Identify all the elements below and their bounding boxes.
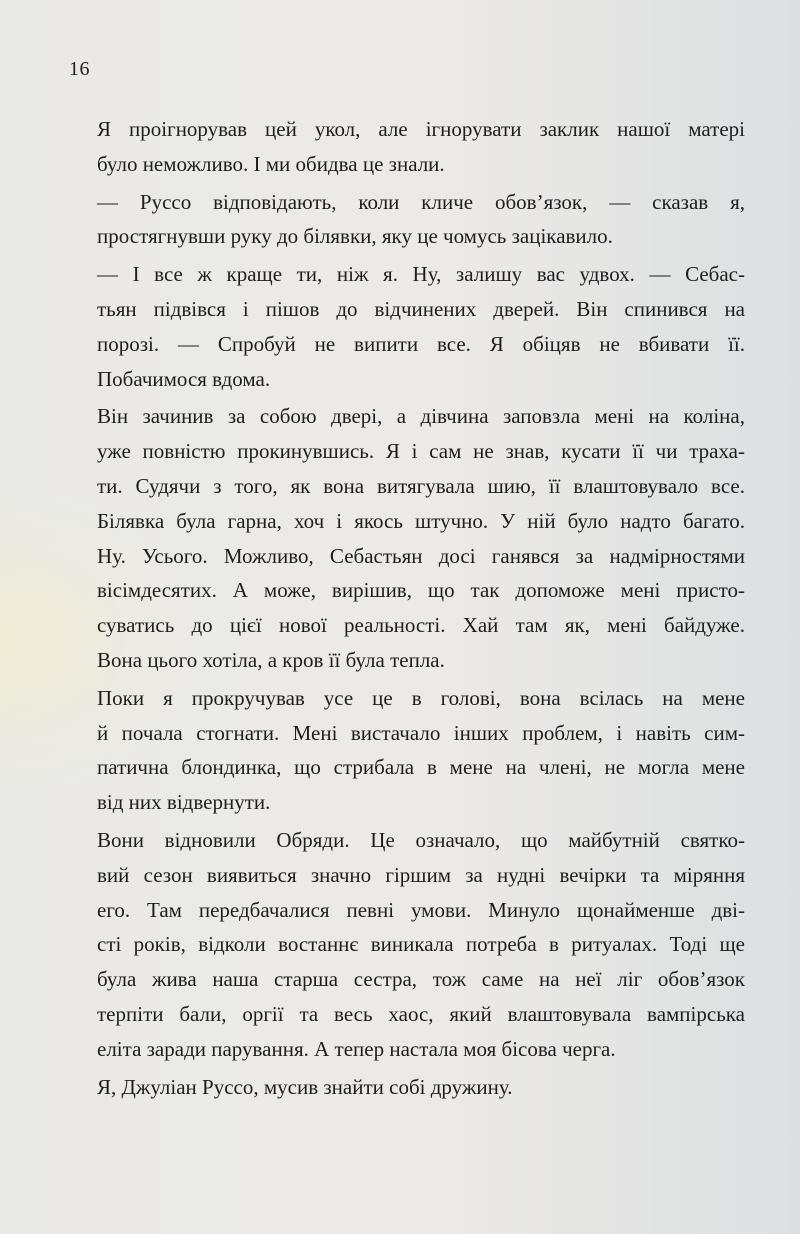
text-line: Білявка була гарна, хоч і якось штучно. У ній було надто багато.: [97, 508, 745, 533]
text-line: Він зачинив за собою двері, а дівчина заповзла мені на коліна,: [97, 404, 745, 429]
text-line: було неможливо. І ми обидва це знали.: [97, 151, 445, 176]
text-line: вий сезон виявиться значно гіршим за нудні вечірки та міряння: [97, 862, 745, 887]
body-text: [72, 112, 745, 1107]
text-line: еліта заради парування. А тепер настала моя бісова черга.: [97, 1036, 616, 1061]
text-line: Я проігнорував цей укол, але ігнорувати заклик нашої матері: [97, 117, 745, 141]
text-line: суватись до цієї нової реальності. Хай там як, мені байдуже.: [97, 613, 745, 638]
paragraph: [72, 823, 745, 1067]
text-line: его. Там передбачалися певні умови. Минуло щонайменше дві-: [97, 897, 745, 922]
text-line: простягнувши руку до білявки, яку це чомусь зацікавило.: [97, 224, 613, 249]
paragraph: [72, 681, 745, 820]
text-line: Ну. Усього. Можливо, Себастьян досі ганявся за надмірностями: [97, 543, 745, 568]
text-line: патична блондинка, що стрибала в мене на члені, не могла мене: [97, 755, 745, 780]
paragraph: [72, 399, 745, 677]
text-line: — Руссо відповідають, коли кличе обов’язок, — сказав я,: [97, 189, 745, 214]
paragraph: [72, 257, 745, 396]
text-line: Побачимося вдома.: [97, 366, 271, 391]
paragraph: [72, 112, 745, 182]
text-line: Поки я прокручував усе це в голові, вона всілась на мене: [97, 685, 745, 710]
text-line: Вона цього хотіла, а кров її була тепла.: [97, 647, 445, 672]
page-number: 16: [69, 58, 90, 80]
text-line: сті років, відколи востаннє виникала потреба в ритуалах. Тоді ще: [97, 932, 745, 957]
text-line: була жива наша старша сестра, тож саме на неї ліг обов’язок: [97, 967, 745, 992]
text-line: тьян підвівся і пішов до відчинених дверей. Він спинився на: [97, 296, 745, 321]
text-line: вісімдесятих. А може, вирішив, що так допоможе мені присто-: [97, 578, 745, 603]
paragraph: [72, 1070, 745, 1105]
text-line: Я, Джуліан Руссо, мусив знайти собі дружину.: [97, 1074, 513, 1099]
text-line: терпіти бали, оргії та весь хаос, який влаштовувала вампірська: [97, 1001, 745, 1026]
text-line: й почала стогнати. Мені вистачало інших проблем, і навіть сим-: [97, 720, 745, 745]
paragraph: [72, 185, 745, 255]
text-line: від них відвернути.: [97, 790, 271, 815]
text-line: — І все ж краще ти, ніж я. Ну, залишу вас удвох. — Себас-: [97, 262, 745, 287]
text-line: Вони відновили Обряди. Це означало, що майбутній святко-: [97, 827, 745, 852]
text-line: порозі. — Спробуй не випити все. Я обіцяв не вбивати її.: [97, 331, 745, 356]
text-line: уже повністю прокинувшись. Я і сам не знав, кусати її чи траха-: [97, 439, 745, 464]
text-line: ти. Судячи з того, як вона витягувала шию, її влаштовувало все.: [97, 473, 745, 498]
